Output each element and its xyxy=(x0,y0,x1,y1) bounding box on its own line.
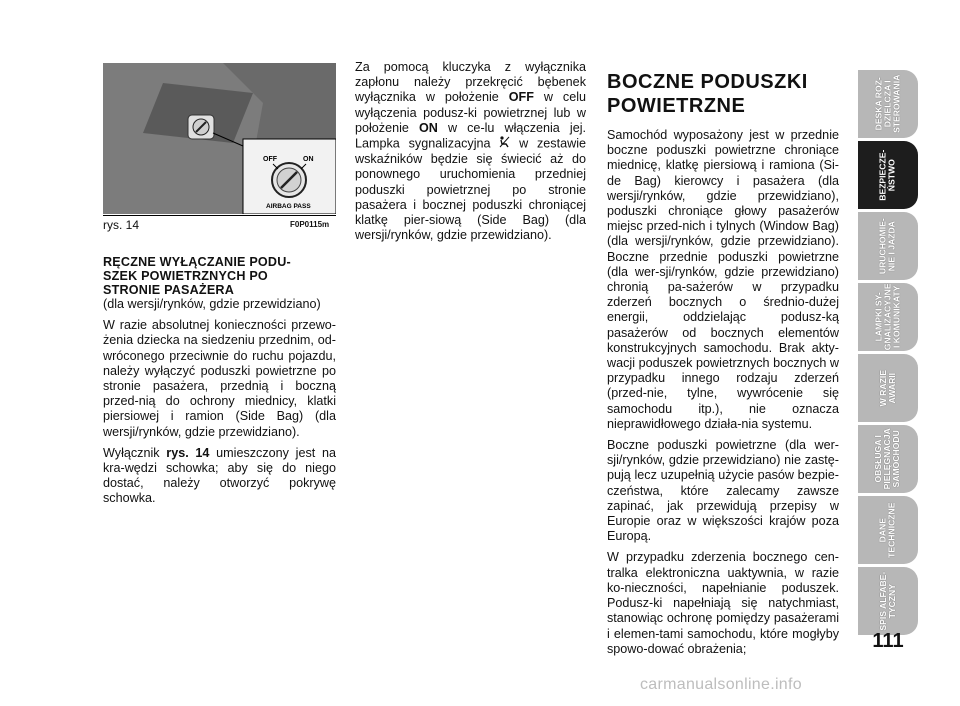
chapter-tab-label: DANE TECHNICZNE xyxy=(877,502,897,558)
paragraph: Samochód wyposażony jest w przednie boczne poduszki powietrzne chroniące miednicę, klatkę piersiową i ramiona (Si-de Bag) kierowcy i pasażera (dla wersji/rynków, gdzie przewidziano), poduszki chroniące głowy pasażerów miejsc przed-nich i tylnych (Window Bag) (dla wersji/rynków, gdzie przewidziano). Boczne przednie poduszki powietrzne (dla wer-sji/rynków, gdzie przewidziano) chronią pa-sażerów w przypadku zderzeń bocznych o średnio-dużej energii, oddzielając podusz-ką pasażerów od bocznych elementów konstrukcyjnych samochodu. Brak akty-wacji poduszek powietrznych bocznych w przypadku innego rodzaju zderzeń (przed-nie, tylne, wywrócenie się samochodu itp.), nie oznacza nieprawidłowego działa-nia systemu. xyxy=(607,128,839,431)
availability-note: (dla wersji/rynków, gdzie przewidziano) xyxy=(103,297,321,311)
paragraph: Wyłącznik rys. 14 umieszczony jest na kra-wędzi schowka; aby się do niego dostać, należy otworzyć pokrywę schowka. xyxy=(103,445,336,506)
page-number: 111 xyxy=(872,630,904,652)
chapter-tab-label: OBSŁUGA I PIELĘGNACJA SAMOCHODU xyxy=(873,428,902,490)
glovebox-photo xyxy=(103,63,336,214)
section-heading: RĘCZNE WYŁĄCZANIE PODU- SZEK POWIETRZNYCH PO STRONIE PASAŻERA xyxy=(103,255,291,297)
off-position: OFF xyxy=(508,90,534,105)
on-position: ON xyxy=(419,120,438,135)
chapter-tab-2[interactable] xyxy=(858,141,918,209)
paragraph: W przypadku zderzenia bocznego cen-tralka elektroniczna uaktywnia, w razie ko-nieczności, napełnianie poduszek. Podusz-ki napełniają się natychmiast, stanowiąc ochronę pomiędzy pasażerami i elemen-tami samochodu, które mogłyby spowo-dować obrażenia; xyxy=(607,550,839,656)
chapter-tab-5[interactable] xyxy=(858,354,918,422)
chapter-tab-label: BEZPIECZE- ŃSTWO xyxy=(877,149,897,201)
airbag-off-warning-icon xyxy=(499,136,510,152)
paragraph: W razie absolutnej konieczności przewo-żenia dziecka na siedzeniu przednim, od-wróconego przeciwnie do ruchu pojazdu, należy wyłączyć poduszki powietrzne po stronie pasażera, przednią i boczną przed-nią do ochrony miednicy, klatki piersiowej i ramion (Side Bag) (dla wersji/rynków, gdzie przewidziano). xyxy=(103,318,336,439)
chapter-tab-4[interactable] xyxy=(858,283,918,351)
chapter-tab-label: W RAZIE AWARII xyxy=(877,369,897,407)
figure-reference: rys. 14 xyxy=(166,445,210,460)
page-title: BOCZNE PODUSZKI POWIETRZNE xyxy=(607,71,808,117)
left-column xyxy=(103,255,336,513)
chapter-tab-label: LAMPKI SY- GNALIZACYJNE I KOMUNIKATY xyxy=(873,283,902,351)
chapter-tab-7[interactable] xyxy=(858,496,918,564)
watermark: carmanualsonline.info xyxy=(640,676,802,693)
switch-on-label: ON xyxy=(303,156,314,163)
chapter-tab-label: SPIS ALFABE- TYCZNY xyxy=(877,571,897,631)
right-column xyxy=(607,70,839,663)
chapter-tab-label: URUCHOMIE- NIE I JAZDA xyxy=(877,218,897,274)
switch-off-label: OFF xyxy=(263,156,277,163)
figure-rule xyxy=(103,215,336,216)
chapter-tab-6[interactable] xyxy=(858,425,918,493)
airbag-switch-figure xyxy=(103,63,336,214)
chapter-tab-label: DESKA ROZ- DZIELCZA I STEROWANIA xyxy=(873,74,902,134)
middle-column xyxy=(355,60,586,249)
chapter-tab-1[interactable] xyxy=(858,70,918,138)
switch-name-label: AIRBAG PASS xyxy=(266,203,311,210)
paragraph: Za pomocą kluczyka z wyłącznika zapłonu należy przekręcić bębenek wyłącznika w położenie OFF w celu wyłączenia podusz-ki powietrznej lub w położenie ON w ce-lu włączenia jej. Lampka sygnalizacyjna w zestawie wskaźników będzie się świecić aż do ponownego uruchomienia przedniej poduszki powietrznej po stronie pasażera i bocznej poduszki chroniącej klatkę pier-siową (Side Bag) (dla wersji/rynków, gdzie przewidziano). xyxy=(355,60,586,243)
paragraph: Boczne poduszki powietrzne (dla wer-sji/rynków, gdzie przewidziano) nie zastę-pują lecz uzupełnią użycie pasów bezpie-czeństwa, które zalecamy zawsze zapinać, jak przewidują przepisy w Europie oraz w większości krajów poza Europą. xyxy=(607,438,839,544)
chapter-tab-8[interactable] xyxy=(858,567,918,635)
chapter-tab-3[interactable] xyxy=(858,212,918,280)
figure-caption: rys. 14 xyxy=(103,218,140,232)
figure-code: F0P0115m xyxy=(290,220,330,229)
